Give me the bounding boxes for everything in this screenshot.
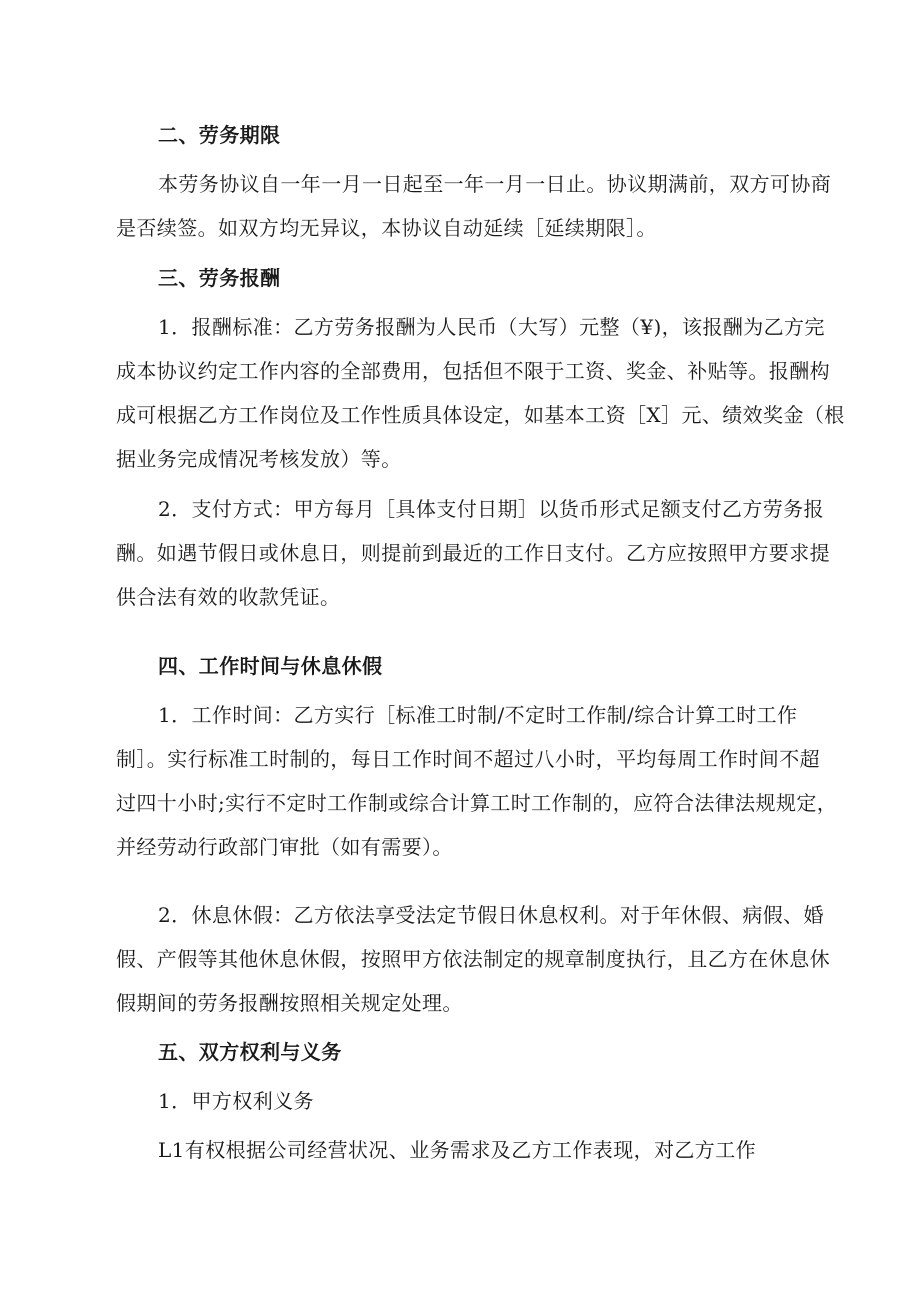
paragraph-line: L1有权根据公司经营状况、业务需求及乙方工作表现，对乙方工作 (158, 1138, 757, 1162)
paragraph-line: 制］。实行标准工时制的，每日工作时间不超过八小时，平均每周工作时间不超 (116, 747, 820, 771)
paragraph-line: 1．工作时间：乙方实行［标准工时制/不定时工作制/综合计算工时工作 (158, 703, 798, 727)
paragraph-line: 据业务完成情况考核发放）等。 (116, 447, 402, 471)
section-heading-rights-obligations: 五、双方权利与义务 (158, 1040, 342, 1064)
section-heading-term: 二、劳务期限 (158, 123, 281, 147)
paragraph-line: 1．报酬标准：乙方劳务报酬为人民币（大写）元整（¥)，该报酬为乙方完 (158, 315, 825, 339)
paragraph-line: 假、产假等其他休息休假，按照甲方依法制定的规章制度执行，且乙方在休息休 (116, 947, 830, 971)
paragraph-line: 酬。如遇节假日或休息日，则提前到最近的工作日支付。乙方应按照甲方要求提 (116, 541, 830, 565)
paragraph-line: 供合法有效的收款凭证。 (116, 585, 341, 609)
paragraph-line: 成可根据乙方工作岗位及工作性质具体设定，如基本工资［X］元、绩效奖金（根 (116, 403, 845, 427)
paragraph-line: 2．支付方式：甲方每月［具体支付日期］以货币形式足额支付乙方劳务报 (158, 497, 824, 521)
paragraph-line: 1．甲方权利义务 (158, 1089, 314, 1113)
paragraph-line: 是否续签。如双方均无异议，本协议自动延续［延续期限］。 (116, 216, 657, 240)
paragraph-line: 过四十小时;实行不定时工作制或综合计算工时工作制的，应符合法律法规规定， (116, 791, 838, 815)
paragraph-line: 假期间的劳务报酬按照相关规定处理。 (116, 991, 463, 1015)
paragraph-line: 2．休息休假：乙方依法享受法定节假日休息权利。对于年休假、病假、婚 (158, 903, 824, 927)
section-heading-remuneration: 三、劳务报酬 (158, 266, 281, 290)
paragraph-line: 并经劳动行政部门审批（如有需要）。 (116, 835, 453, 859)
paragraph-line: 本劳务协议自一年一月一日起至一年一月一日止。协议期满前，双方可协商 (158, 172, 832, 196)
paragraph-line: 成本协议约定工作内容的全部费用，包括但不限于工资、奖金、补贴等。报酬构 (116, 359, 830, 383)
section-heading-working-time: 四、工作时间与休息休假 (158, 654, 383, 678)
